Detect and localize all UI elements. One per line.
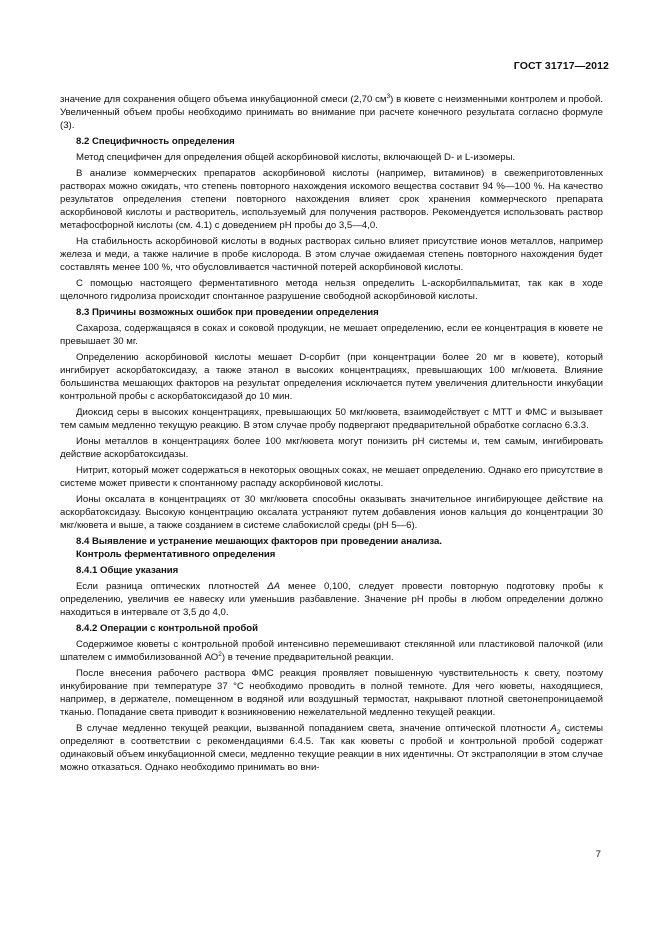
section-heading-8-3: 8.3 Причины возможных ошибок при проведении определения [76,307,379,318]
paragraph: После внесения рабочего раствора ФМС реакция проявляет повышенную чувствительность к свету, поэтому инкубирование при температуре 37 °С необходимо проводить в полной темноте. Для чего кюветы, находящиеся, например, в держателе, помещенном в водяной или воздушный термостат, накрывают плотной светонепроницаемой тканью. Попадание света приводит к возникновению нежелательной медленно текущей реакции. [60,668,603,718]
delta-a-symbol: ΔA [267,581,281,592]
standard-header: ГОСТ 31717—2012 [513,60,609,72]
paragraph: В случае медленно текущей реакции, вызванной попаданием света, значение оптической плотности $A_2$ системы определяют в соответствии с рекомендациями 6.4.5. Так как кюветы с пробой и контрольной пробой содержат одинаковый объем инкубационной смеси, медленно текущие реакции в них идентичны. От экстраполяции в этом случае можно отказаться. Однако необходимо принимать во вни- [60,723,603,773]
paragraph: С помощью настоящего ферментативного метода нельзя определить L-аскорбилпальмитат, так как в ходе щелочного гидролиза происходит спонтанное разрушение свободной аскорбиновой кислоты. [60,278,603,302]
section-heading-8-4-2: 8.4.2 Операции с контрольной пробой [76,623,259,634]
paragraph: Определению аскорбиновой кислоты мешает D-сорбит (при концентрации более 20 мг в кювете), который ингибирует аскорбатоксидазу, а также этанол в высоких концентрациях, превышающих 100 мг/кювета. Влияние большинства мешающих факторов на результат определения исключается путем увеличения длительности инкубации контрольной пробы с аскорбатоксидазой до 10 мин. [60,352,603,402]
paragraph: Ионы металлов в концентрациях более 100 мкг/кювета могут понизить pH системы и, тем самым, ингибировать действие аскорбатоксидазы. [60,436,603,460]
section-heading-8-4-1: 8.4.1 Общие указания [76,565,179,576]
paragraph: Сахароза, содержащаяся в соках и соковой продукции, не мешает определению, если ее концентрация в кювете не превышает 30 мг. [60,323,603,347]
section-heading-8-2: 8.2 Специфичность определения [76,136,235,147]
paragraph-continuation: значение для сохранения общего объема инкубационной смеси (2,70 $см^3$) в кювете с неизменными контролем и пробой. Увеличенный объем пробы необходимо принимать во внимание при расчете конечного результата согласно формуле (3). [60,92,603,131]
page-number: 7 [595,849,601,860]
a2-symbol: $A_2$ [550,723,561,736]
paragraph: Метод специфичен для определения общей аскорбиновой кислоты, включающей D- и L-изомеры. [76,152,516,163]
paragraph: Ионы оксалата в концентрациях от 30 мкг/кювета способны оказывать значительное ингибирующее действие на аскорбатоксидазу. Высокую концентрацию оксалата устраняют путем добавления ионов кальция до концентрации 30 мкг/кювета и выше, а также созданием в системе слабокислой среды (pH 5—6). [60,494,603,531]
paragraph: Диоксид серы в высоких концентрациях, превышающих 50 мкг/кювета, взаимодействует с МТТ и ФМС и вызывает тем самым медленно текущую реакцию. В этом случае пробу подвергают предварительной обработке согласно 6.3.3. [60,407,603,431]
paragraph: Нитрит, который может содержаться в некоторых овощных соках, не мешает определению. Однако его присутствие в системе может привести к спонтанному распаду аскорбиновой кислоты. [60,465,604,489]
paragraph: На стабильность аскорбиновой кислоты в водных растворах сильно влияет присутствие ионов металлов, например железа и меди, а также наличие в пробе кислорода. В этом случае ожидаемая степень повторного нахождения будет составлять менее 100 %, что обусловливается частичной потерей аскорбиновой кислоты. [60,236,603,273]
paragraph: В анализе коммерческих препаратов аскорбиновой кислоты (например, витаминов) в свежеприготовленных растворах можно ожидать, что степень повторного нахождения искомого вещества составит 94 %—100 %. На качество результатов определения степени повторного нахождения влияет срок хранения коммерческого препарата аскорбиновой кислоты и растворитель, используемый для получения растворов. Рекомендуется использовать раствор метафосфорной кислоты (см. 4.1) с доведением pH пробы до 3,5—4,0. [60,168,603,231]
paragraph: Содержимое кюветы с контрольной пробой интенсивно перемешивают стеклянной или пластиковой палочкой (или шпателем с иммобилизованной $АО^2$) в течение предварительной реакции. [60,639,603,663]
section-heading-8-4: 8.4 Выявление и устранение мешающих факторов при проведении анализа. [76,536,443,547]
section-heading-8-4-subtitle: Контроль ферментативного определения [76,549,276,560]
paragraph: Если разница оптических плотностей ΔA менее 0,100, следует провести повторную подготовку пробы к определению, увеличив ее навеску или уменьшив разбавление. Значение pH пробы в любом определении должно находиться в интервале от 3,5 до 4,0. [60,581,603,618]
document-body [60,93,603,777]
